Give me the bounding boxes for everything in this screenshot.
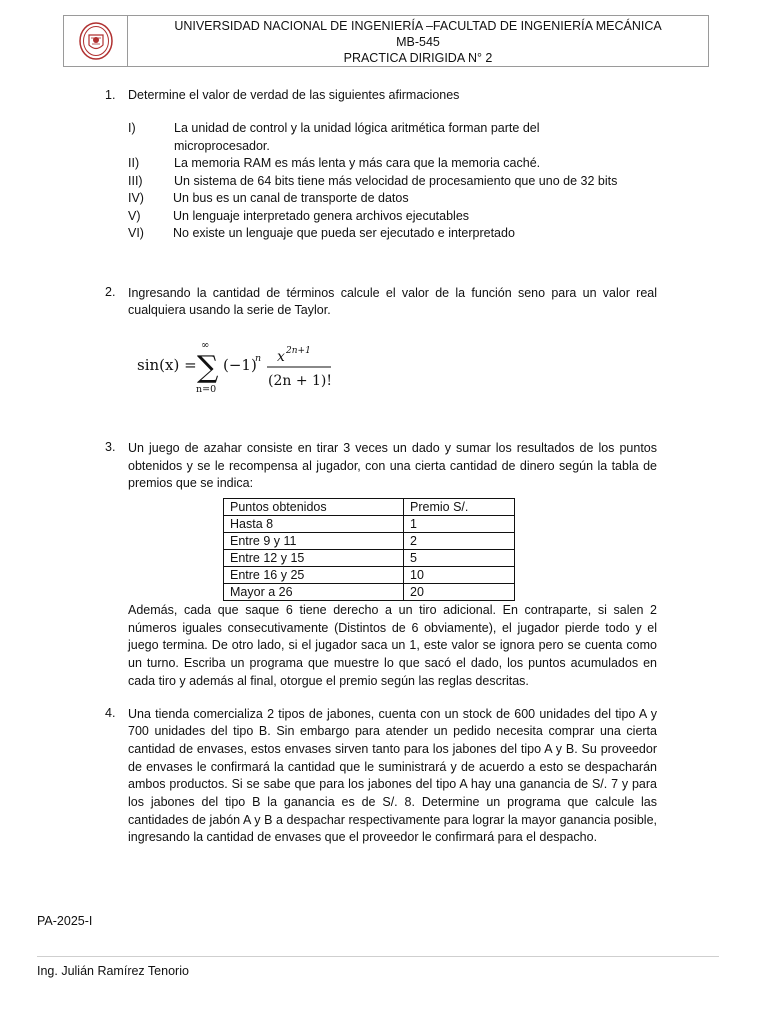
sum-lower-limit: n=0 bbox=[196, 383, 217, 395]
course-code: MB-545 bbox=[396, 35, 440, 49]
question-number: 2. bbox=[105, 284, 116, 299]
statement-item bbox=[128, 173, 657, 191]
statement-text: Un sistema de 64 bits tiene más velocidad de procesamiento que uno de 32 bits bbox=[174, 173, 618, 188]
table-cell: Mayor a 26 bbox=[224, 584, 404, 601]
statement-number: VI) bbox=[128, 226, 144, 240]
statement-text: La memoria RAM es más lenta y más cara que la memoria caché. bbox=[174, 156, 541, 170]
period-code: PA-2025-I bbox=[37, 914, 93, 928]
statement-number: IV) bbox=[128, 191, 144, 205]
table-cell: Entre 16 y 25 bbox=[224, 567, 404, 584]
sum-upper-limit: ∞ bbox=[201, 339, 210, 351]
footer-divider bbox=[37, 956, 719, 957]
sign-base: (−1) bbox=[223, 355, 257, 374]
statement-number: II) bbox=[128, 156, 140, 170]
table-cell: Entre 12 y 15 bbox=[224, 550, 404, 567]
question-2 bbox=[105, 285, 657, 320]
numerator-base: x bbox=[277, 348, 285, 365]
formula-graphic bbox=[137, 336, 377, 396]
question-number: 4. bbox=[105, 705, 116, 720]
practice-title: PRACTICA DIRIGIDA N° 2 bbox=[343, 51, 493, 65]
question-text: Una tienda comercializa 2 tipos de jabones, cuenta con un stock de 600 unidades del tipo A y 700 unidades del tipo B. Sin embargo para atender un pedido necesita comprar una cierta cantidad de envases, estos envases sirven tanto para los jabones del tipo A y B. Su proveedor de envases le confirmará la cantidad que le suministrará y de acuerdo a esto se despacharán ambos productos. Si se sabe que para los jabones del tipo A hay una ganancia de S/. 7 y para los jabones del tipo B la ganancia es de S/. 8. Determine un programa que calcule las cantidades de jabón A y B a despachar respectivamente para lograr la mayor ganancia posible, ingresando la cantidad de envases que el proveedor le confirmará para el despacho. bbox=[128, 706, 657, 845]
statement-item bbox=[128, 225, 657, 243]
table-cell: 2 bbox=[404, 533, 515, 550]
formula-lhs: sin(x) = bbox=[137, 355, 197, 374]
question-intro: Un juego de azahar consiste en tirar 3 veces un dado y sumar los resultados de los puntos obtenidos y se le recompensa al jugador, con una cierta cantidad de dinero según la tabla de premios que se indica: bbox=[128, 440, 657, 491]
table-row bbox=[224, 584, 515, 601]
table-header-cell: Premio S/. bbox=[404, 499, 515, 516]
table-header-row bbox=[224, 499, 515, 516]
statement-text: Un bus es un canal de transporte de datos bbox=[173, 191, 409, 205]
question-text: Ingresando la cantidad de términos calcule el valor de la función seno para un valor real cualquiera usando la serie de Taylor. bbox=[128, 285, 657, 318]
question-3 bbox=[105, 440, 657, 691]
table-cell: Entre 9 y 11 bbox=[224, 533, 404, 550]
statement-item bbox=[128, 120, 657, 155]
statement-text: La unidad de control y la unidad lógica aritmética forman parte del microprocesador. bbox=[174, 121, 540, 153]
question-body bbox=[128, 440, 657, 691]
table-row bbox=[224, 533, 515, 550]
statement-item bbox=[128, 155, 657, 173]
statement-number: III) bbox=[128, 173, 143, 188]
table-row bbox=[224, 567, 515, 584]
question-number: 1. bbox=[105, 88, 116, 102]
university-seal-icon bbox=[78, 21, 114, 61]
question-rules: Además, cada que saque 6 tiene derecho a un tiro adicional. En contraparte, si salen 2 números iguales consecutivamente (Distintos de 6 obviamente), el jugador pierde todo y el juego termina. De otro lado, si el jugador saca un 1, este valor se ignora pero se cuenta como un turno. Escriba un programa que muestre lo que sacó el dado, los puntos acumulados en cada tiro y además al final, otorgue el premio según las reglas descritas. bbox=[128, 603, 657, 688]
statement-number: V) bbox=[128, 208, 141, 223]
table-cell: Hasta 8 bbox=[224, 516, 404, 533]
table-cell: 5 bbox=[404, 550, 515, 567]
sign-exponent: n bbox=[255, 352, 262, 364]
question-text: Determine el valor de verdad de las siguientes afirmaciones bbox=[128, 88, 460, 102]
question-number: 3. bbox=[105, 439, 116, 454]
header-title-block bbox=[128, 16, 708, 66]
table-cell: 10 bbox=[404, 567, 515, 584]
logo-cell bbox=[64, 16, 128, 66]
taylor-series-formula bbox=[137, 336, 657, 396]
statement-text: Un lenguaje interpretado genera archivos ejecutables bbox=[173, 208, 470, 223]
table-cell: 1 bbox=[404, 516, 515, 533]
statement-text: No existe un lenguaje que pueda ser ejecutado e interpretado bbox=[173, 226, 515, 240]
table-cell: 20 bbox=[404, 584, 515, 601]
table-header-cell: Puntos obtenidos bbox=[224, 499, 404, 516]
statement-list bbox=[128, 120, 657, 243]
document-body bbox=[105, 86, 657, 847]
question-4 bbox=[105, 706, 657, 848]
university-name: UNIVERSIDAD NACIONAL DE INGENIERÍA –FACULTAD DE INGENIERÍA MECÁNICA bbox=[174, 19, 662, 33]
prize-table bbox=[223, 498, 515, 601]
numerator-exponent: 2n+1 bbox=[286, 345, 311, 356]
statement-item bbox=[128, 208, 657, 226]
document-header bbox=[63, 15, 709, 67]
table-row bbox=[224, 550, 515, 567]
question-1 bbox=[105, 86, 657, 104]
summation-symbol: ∑ bbox=[197, 349, 219, 385]
author-name: Ing. Julián Ramírez Tenorio bbox=[37, 964, 189, 978]
statement-item bbox=[128, 190, 657, 208]
statement-number: I) bbox=[128, 121, 136, 135]
denominator: (2n + 1)! bbox=[268, 372, 333, 389]
table-row bbox=[224, 516, 515, 533]
